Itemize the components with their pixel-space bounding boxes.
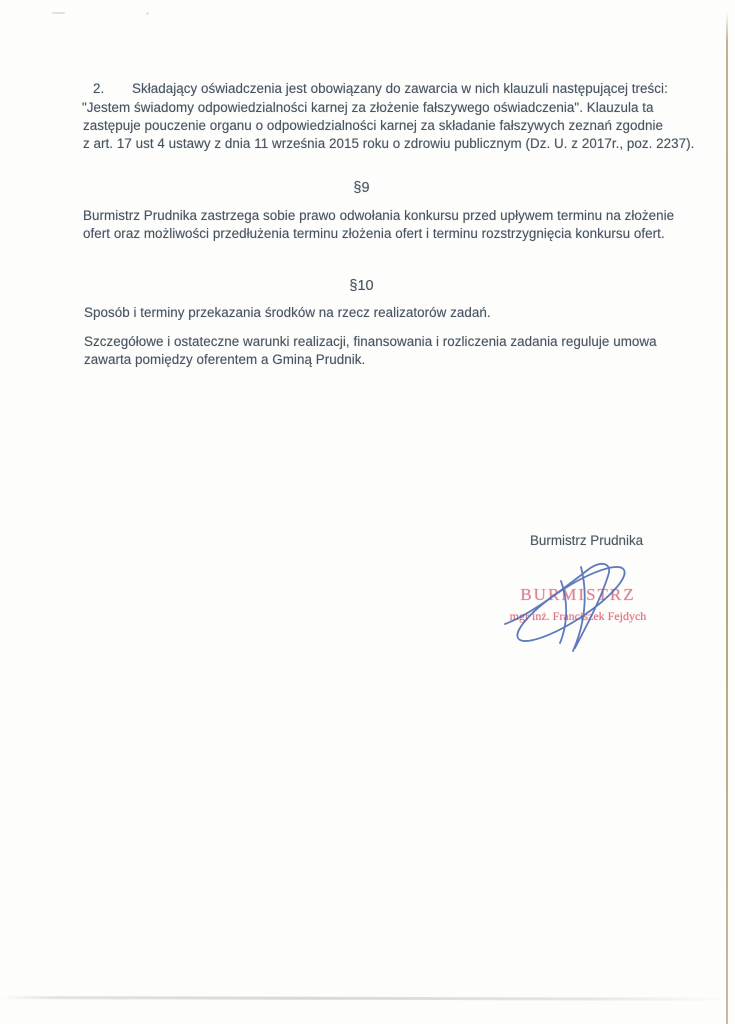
paragraph-line: ofert oraz możliwości przedłużenia terminu złożenia ofert i terminu rozstrzygnięcia konkursu ofert. — [83, 226, 665, 241]
paragraph-line: z art. 17 ust 4 ustawy z dnia 11 września 2015 roku o zdrowiu publicznym (Dz. U. z 2017r., poz. 2237). — [83, 136, 695, 151]
scan-speck — [146, 12, 149, 15]
paragraph-line: zastępuje pouczenie organu o odpowiedzialności karnej za składanie fałszywych zeznań zgodnie — [83, 118, 664, 133]
stamp-name-text: mgr inż. Franciszek Fejdych — [509, 609, 647, 623]
section-heading-10: §10 — [349, 278, 374, 294]
stamp-role-text: BURMISTRZ — [520, 585, 636, 604]
signatory-title: Burmistrz Prudnika — [530, 533, 644, 548]
paragraph-line: "Jestem świadomy odpowiedzialności karnej za złożenie fałszywego oświadczenia". Klauzula ta — [82, 100, 654, 115]
scan-speck — [52, 12, 65, 14]
scan-edge-line — [726, 12, 728, 1024]
paragraph-line: Szczegółowe i ostateczne warunki realizacji, finansowania i rozliczenia zadania reguluje umowa — [84, 334, 657, 349]
paragraph-line: Składający oświadczenia jest obowiązany do zawarcia w nich klauzuli następującej treści: — [132, 81, 668, 96]
paragraph-line: zawarta pomiędzy oferentem a Gminą Prudnik. — [84, 352, 366, 367]
section-heading-9: §9 — [353, 180, 370, 196]
scan-page-shadow — [0, 996, 735, 1001]
list-item-number: 2. — [93, 81, 105, 96]
handwritten-signature — [480, 552, 650, 660]
paragraph-line: Burmistrz Prudnika zastrzega sobie prawo odwołania konkursu przed upływem terminu na złożenie — [83, 208, 675, 223]
paragraph-line: Sposób i terminy przekazania środków na rzecz realizatorów zadań. — [84, 305, 491, 320]
